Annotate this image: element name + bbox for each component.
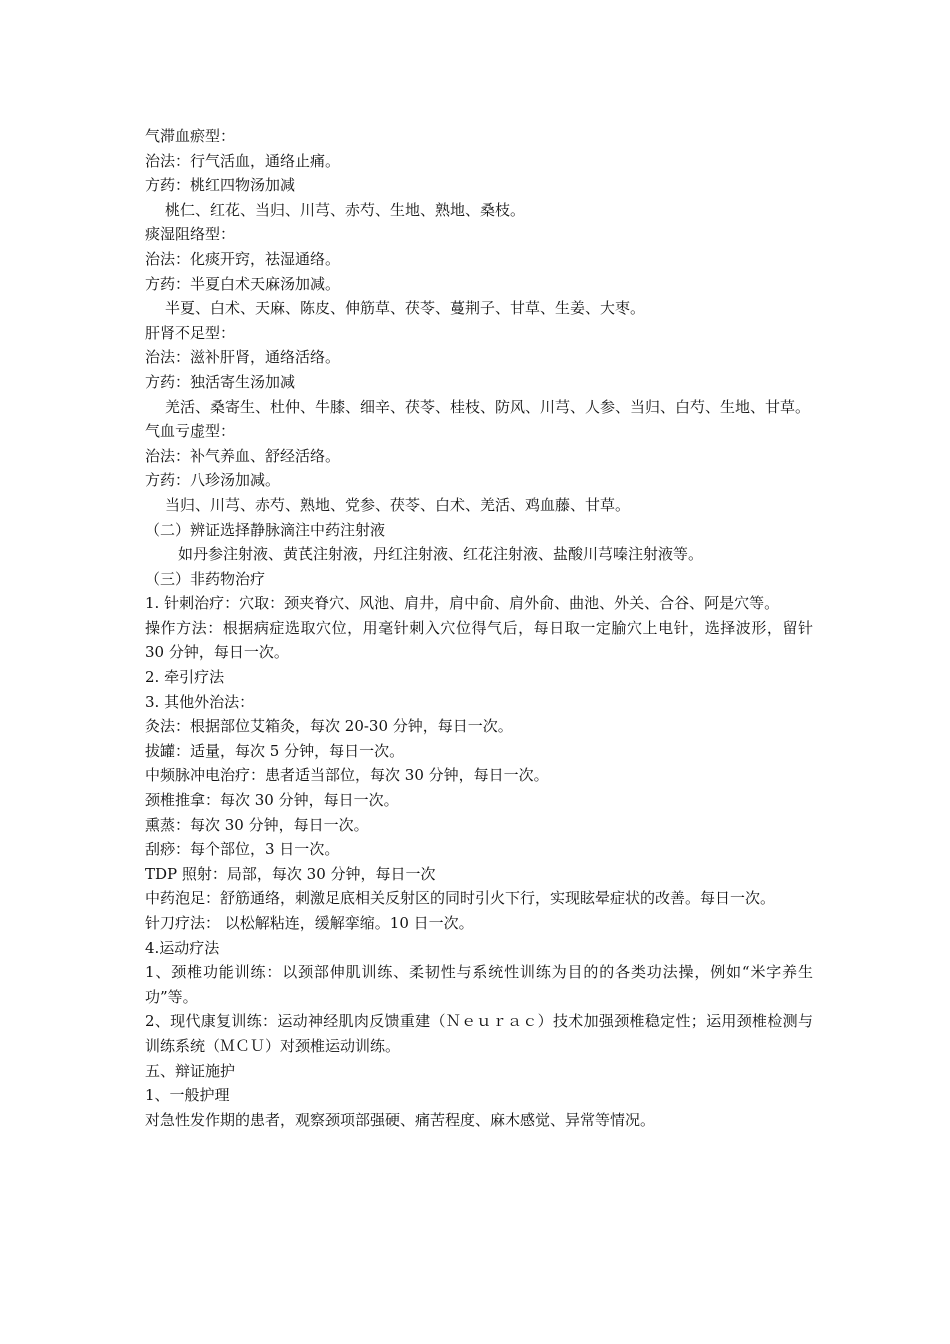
moxibustion-item: 灸法：根据部位艾箱灸，每次 20-30 分钟，每日一次。 (145, 717, 513, 736)
section-heading-injection: （二）辨证选择静脉滴注中药注射液 (145, 520, 386, 539)
nursing-heading: 五、辩证施护 (145, 1061, 236, 1080)
treatment-line: 治法：行气活血，通络止痛。 (145, 151, 341, 170)
prescription-line: 方药：半夏白术天麻汤加减。 (145, 274, 341, 293)
fumigation-item: 熏蒸：每次 30 分钟，每日一次。 (145, 815, 369, 834)
nursing-text: 对急性发作期的患者，观察颈项部强硬、痛苦程度、麻木感觉、异常等情况。 (145, 1110, 656, 1129)
herb-list: 当归、川芎、赤芍、熟地、党参、茯苓、白术、羌活、鸡血藤、甘草。 (165, 495, 631, 514)
cupping-item: 拔罐：适量，每次 5 分钟，每日一次。 (145, 741, 405, 760)
scraping-item: 刮痧：每个部位，3 日一次。 (145, 840, 340, 859)
treatment-line: 治法：滋补肝肾，通络活络。 (145, 348, 341, 367)
herb-list: 半夏、白术、天麻、陈皮、伸筋草、茯苓、蔓荆子、甘草、生姜、大枣。 (165, 299, 646, 318)
needle-knife-item: 针刀疗法： 以松解粘连，缓解挛缩。10 日一次。 (145, 914, 474, 932)
heading-phlegm-damp: 痰湿阻络型： (145, 225, 236, 244)
prescription-line: 方药：独活寄生汤加减 (145, 372, 296, 391)
external-treatment-heading: 3. 其他外治法： (145, 692, 255, 711)
prescription-line: 方药：八珍汤加减。 (145, 471, 281, 490)
acupuncture-item: 1. 针刺治疗：穴取：颈夹脊穴、风池、肩井，肩中俞、肩外俞、曲池、外关、合谷、阿是穴等。 (145, 594, 780, 613)
heading-qi-blood: 气血亏虚型： (145, 422, 236, 441)
operation-method: 操作方法：根据病症选取穴位，用毫针刺入穴位得气后，每日取一定腧穴上电针，选择波形，留针 30 分钟，每日一次。 (145, 618, 813, 662)
exercise-item-2: 2、现代康复训练：运动神经肌肉反馈重建（Ｎｅｕｒａｃ）技术加强颈椎稳定性；运用颈椎检测与训练系统（ＭＣＵ）对颈椎运动训练。 (145, 1012, 813, 1055)
exercise-item-1: 1、颈椎功能训练：以颈部伸肌训练、柔韧性与系统性训练为目的的各类功法操，例如“米字养生功”等。 (145, 963, 813, 1006)
massage-item: 颈椎推拿：每次 30 分钟，每日一次。 (145, 791, 399, 810)
document-body (145, 124, 813, 1132)
general-nursing-heading: 1、一般护理 (145, 1086, 230, 1105)
treatment-line: 治法：化痰开窍，祛湿通络。 (145, 249, 341, 268)
footbath-item: 中药泡足：舒筋通络，刺激足底相关反射区的同时引火下行，实现眩晕症状的改善。每日一次。 (145, 889, 776, 908)
electrotherapy-item: 中频脉冲电治疗：患者适当部位，每次 30 分钟，每日一次。 (145, 766, 549, 785)
injection-list: 如丹参注射液、黄芪注射液，丹红注射液、红花注射液、盐酸川芎嗪注射液等。 (178, 545, 704, 564)
section-heading-non-drug: （三）非药物治疗 (145, 569, 266, 588)
herb-list: 羌活、桑寄生、杜仲、牛膝、细辛、茯苓、桂枝、防风、川芎、人参、当归、白芍、生地、甘草。 (165, 397, 811, 416)
treatment-line: 治法：补气养血、舒经活络。 (145, 446, 341, 465)
prescription-line: 方药：桃红四物汤加减 (145, 176, 296, 195)
exercise-heading: 4.运动疗法 (145, 938, 220, 957)
traction-item: 2. 牵引疗法 (145, 668, 225, 687)
herb-list: 桃仁、红花、当归、川芎、赤芍、生地、熟地、桑枝。 (165, 200, 526, 219)
heading-qi-stagnation: 气滞血瘀型： (145, 127, 236, 145)
tdp-item: TDP 照射：局部，每次 30 分钟，每日一次 (145, 864, 436, 883)
heading-liver-kidney: 肝肾不足型： (145, 323, 236, 342)
